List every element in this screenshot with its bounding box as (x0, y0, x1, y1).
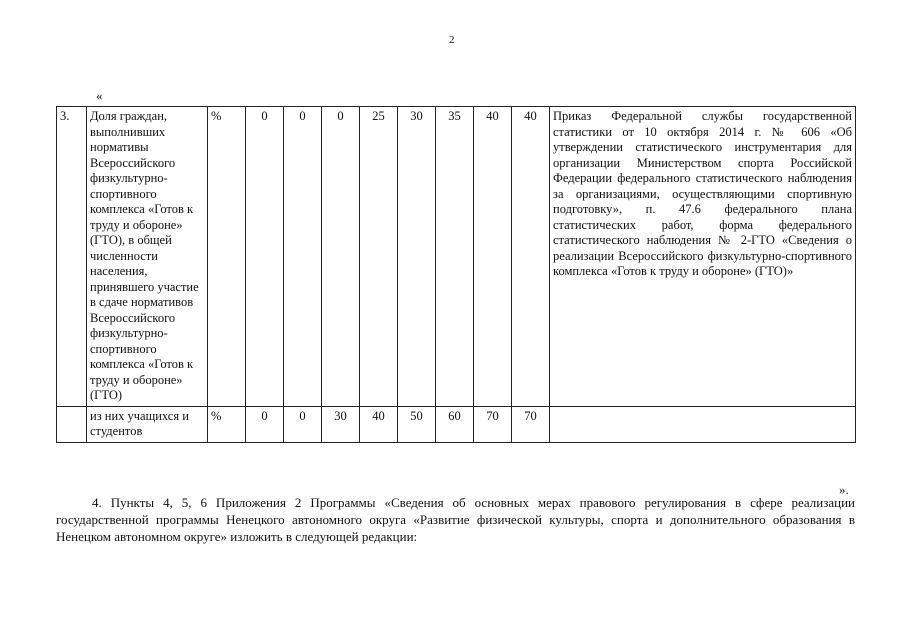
value-cell: 40 (474, 107, 512, 407)
value-cell: 0 (246, 107, 284, 407)
body-paragraph: 4. Пункты 4, 5, 6 Приложения 2 Программы «Сведения об основных мерах правового регулирования в сфере реализации государственной программы Ненецкого автономного округа «Развитие физической культуры, спорта и дополнительного образования в Ненецком автономном округе» изложить в следующей редакции: (56, 495, 855, 544)
source-cell: Приказ Федеральной службы государственной статистики от 10 октября 2014 г. № 606 «Об утверждении статистического инструментария для организации Министерством спорта Российской Федерации федерального статистического наблюдения за организациями, осуществляющими спортивную подготовку», п. 47.6 федерального плана статистических работ, форма федерального статистического наблюдения № 2-ГТО «Сведения о реализации Всероссийского физкультурно-спортивного комплекса «Готов к труду и обороне» (ГТО)» (550, 107, 856, 407)
unit-cell: % (208, 107, 246, 407)
value-cell: 70 (512, 406, 550, 442)
value-cell: 0 (246, 406, 284, 442)
closing-quote-mark: ». (839, 482, 849, 497)
value-cell: 40 (360, 406, 398, 442)
row-number: 3. (57, 107, 87, 407)
page-number: 2 (449, 34, 455, 46)
table-row (57, 406, 856, 442)
value-cell: 0 (284, 107, 322, 407)
row-number (57, 406, 87, 442)
value-cell: 35 (436, 107, 474, 407)
value-cell: 0 (322, 107, 360, 407)
empty-source-cell (550, 406, 856, 442)
value-cell: 0 (284, 406, 322, 442)
indicator-name: Доля граждан, выполнивших нормативы Всероссийского физкультурно-спортивного комплекса «Готов к труду и обороне» (ГТО), в общей численности населения, принявшего участие в сдаче нормативов Всероссийского физкультурно-спортивного комплекса «Готов к труду и обороне» (ГТО) (87, 107, 208, 407)
value-cell: 60 (436, 406, 474, 442)
table-row (57, 107, 856, 407)
value-cell: 50 (398, 406, 436, 442)
value-cell: 25 (360, 107, 398, 407)
value-cell: 30 (398, 107, 436, 407)
indicator-name: из них учащихся и студентов (87, 406, 208, 442)
unit-cell: % (208, 406, 246, 442)
value-cell: 30 (322, 406, 360, 442)
value-cell: 70 (474, 406, 512, 442)
opening-quote-mark: « (96, 88, 103, 103)
value-cell: 40 (512, 107, 550, 407)
indicators-table (56, 106, 856, 443)
